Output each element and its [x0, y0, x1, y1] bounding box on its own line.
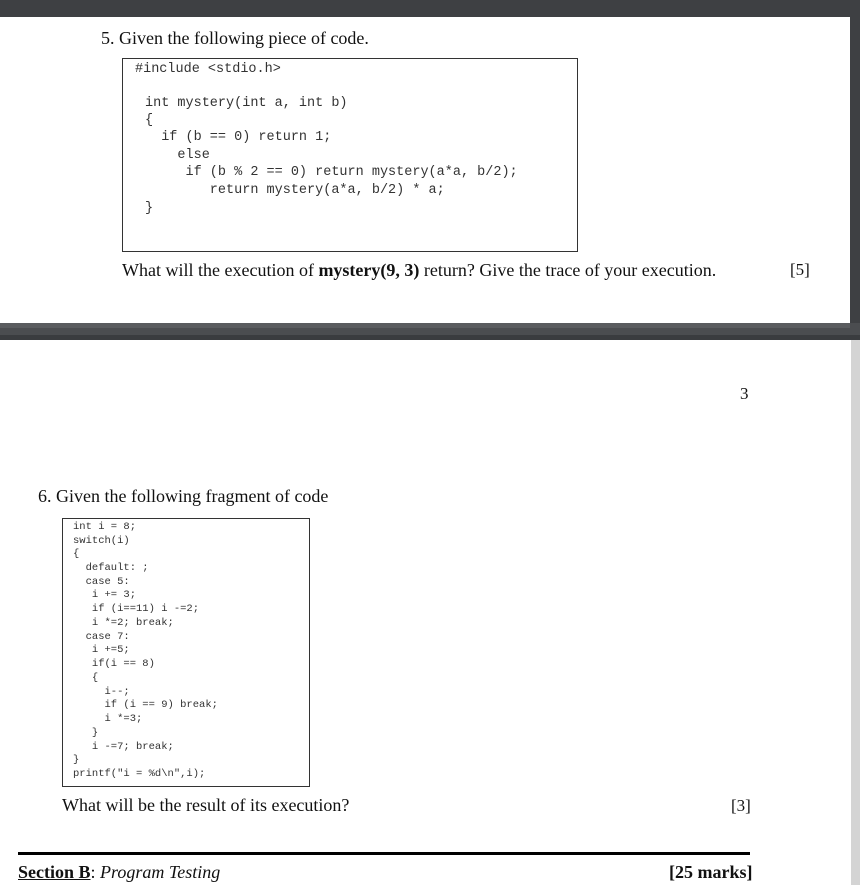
page-edge: [850, 17, 860, 323]
code-line: case 7:: [73, 631, 130, 643]
section-title: Program Testing: [100, 862, 221, 882]
page-number: 3: [740, 384, 749, 403]
code-line: else: [145, 148, 210, 163]
question-number: 6.: [38, 486, 52, 506]
code-line: if (b == 0) return 1;: [145, 130, 332, 145]
code-line: int mystery(int a, int b): [145, 96, 348, 111]
marks-q5: [5]: [790, 260, 810, 279]
code-line: }: [73, 727, 99, 739]
code-line: if (b % 2 == 0) return mystery(a*a, b/2);: [145, 165, 518, 180]
question-5-heading: [101, 28, 369, 48]
section-heading: Section B: Program Testing: [18, 862, 221, 882]
code-line: {: [73, 548, 80, 560]
code-line: i +=5;: [73, 644, 130, 656]
code-line: i--;: [73, 686, 130, 698]
code-line: if (i==11) i -=2;: [73, 603, 200, 615]
code-line: if (i == 9) break;: [73, 699, 218, 711]
question-5-text: What will the execution of mystery(9, 3) return? Give the trace of your execution.: [122, 260, 717, 280]
question-number: 5.: [101, 28, 115, 48]
code-line: {: [73, 672, 99, 684]
code-line: i -=7; break;: [73, 741, 174, 753]
question-6-heading: [38, 486, 328, 506]
section-marks: [25 marks]: [669, 862, 753, 882]
question-prompt: Given the following piece of code.: [119, 28, 369, 48]
viewer-top-bar: [0, 0, 860, 17]
code-line: {: [145, 113, 154, 128]
code-line: if(i == 8): [73, 658, 155, 670]
page-gap-highlight: [0, 323, 850, 328]
code-line: }: [73, 754, 80, 766]
section-label: Section B: [18, 862, 91, 882]
page-edge-right: [851, 340, 860, 885]
section-divider: [18, 852, 750, 855]
marks-q6: [3]: [731, 796, 751, 815]
code-line: default: ;: [73, 562, 149, 574]
code-line: i *=2; break;: [73, 617, 174, 629]
code-line: i += 3;: [73, 589, 137, 601]
code-line: switch(i): [73, 535, 130, 547]
code-line: printf("i = %d\n",i);: [73, 768, 206, 780]
code-line: case 5:: [73, 576, 130, 588]
code-line: int i = 8;: [73, 521, 137, 533]
question-prompt: Given the following fragment of code: [56, 486, 329, 506]
code-line: #include <stdio.h>: [135, 62, 281, 77]
code-line: i *=3;: [73, 713, 143, 725]
question-6-text: What will be the result of its execution?: [62, 795, 350, 815]
code-line: }: [145, 201, 154, 216]
page-gap-shadow: [0, 335, 860, 340]
code-line: return mystery(a*a, b/2) * a;: [145, 183, 445, 198]
function-call: mystery(9, 3): [318, 260, 420, 280]
